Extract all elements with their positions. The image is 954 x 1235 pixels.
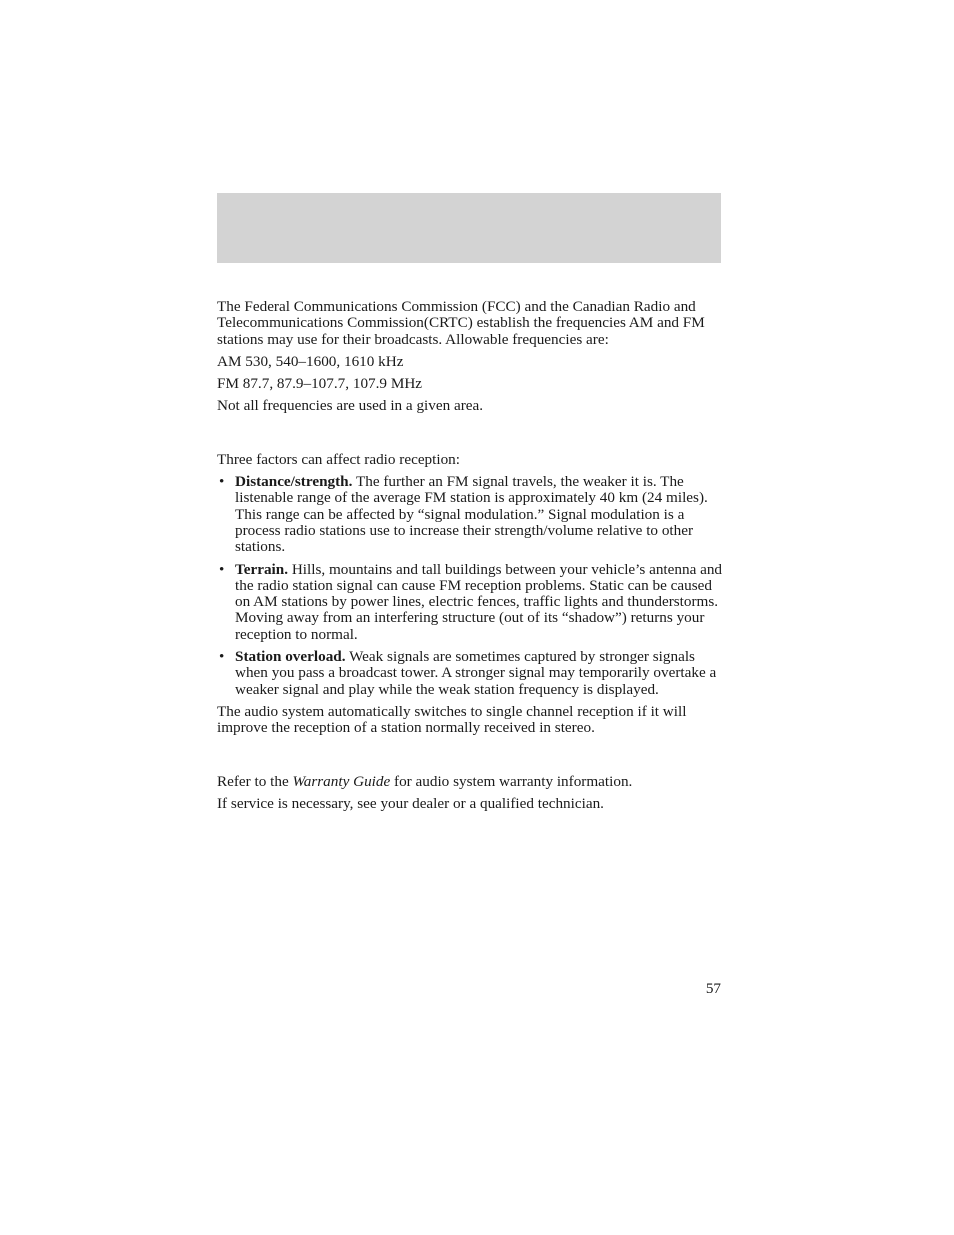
bullet-icon: • xyxy=(219,560,225,578)
factor-text: The further an FM signal travels, the weaker it is. The listenable range of the average FM station is approximately 40 km (24 miles). This range can be affected by “signal modulation.” Signal modulation is a process radio stations use to increase their strength/volume relative to other stations. xyxy=(235,473,708,556)
reception-intro: Three factors can affect radio reception: xyxy=(217,450,460,468)
section-gap xyxy=(217,421,723,452)
section-gap xyxy=(217,743,723,774)
warranty-prefix: Refer to the xyxy=(217,772,293,790)
reception-factors-list xyxy=(217,474,723,698)
list-item xyxy=(217,474,723,555)
list-item xyxy=(217,649,723,698)
page-content xyxy=(217,299,723,818)
service-note: If service is necessary, see your dealer or a qualified technician. xyxy=(217,794,604,812)
stereo-note: The audio system automatically switches to single channel reception if it will improve the reception of a station normally received in stereo. xyxy=(217,702,687,737)
warranty-guide-title: Warranty Guide xyxy=(292,772,391,790)
factor-term: Terrain. xyxy=(235,560,289,578)
fm-frequencies: FM 87.7, 87.9–107.7, 107.9 MHz xyxy=(217,375,423,393)
am-frequencies: AM 530, 540–1600, 1610 kHz xyxy=(217,352,404,370)
frequencies-note: Not all frequencies are used in a given area. xyxy=(217,397,484,415)
factor-term: Station overload. xyxy=(235,648,346,666)
factor-term: Distance/strength. xyxy=(235,473,353,491)
factor-text: Weak signals are sometimes captured by stronger signals when you pass a broadcast tower. A stronger signal may temporarily overtake a weaker signal and play while the weak station frequency is displayed. xyxy=(235,648,717,698)
list-item xyxy=(217,562,723,643)
section-header-band xyxy=(217,193,721,263)
warranty-suffix: for audio system warranty information. xyxy=(390,772,633,790)
page-number: 57 xyxy=(705,980,721,997)
warranty-reference xyxy=(217,774,723,790)
bullet-icon: • xyxy=(219,473,225,491)
bullet-icon: • xyxy=(219,648,225,666)
factor-text: Hills, mountains and tall buildings between your vehicle’s antenna and the radio station signal can cause FM reception problems. Static can be caused on AM stations by power lines, electric fences, traffic lights and thunderstorms. Moving away from an interfering structure (out of its “shadow”) returns your reception to normal. xyxy=(235,560,723,643)
frequencies-intro: The Federal Communications Commission (FCC) and the Canadian Radio and Telecommunications Commission(CRTC) establish the frequencies AM and FM stations may use for their broadcasts. Allowable frequencies are: xyxy=(217,298,705,348)
